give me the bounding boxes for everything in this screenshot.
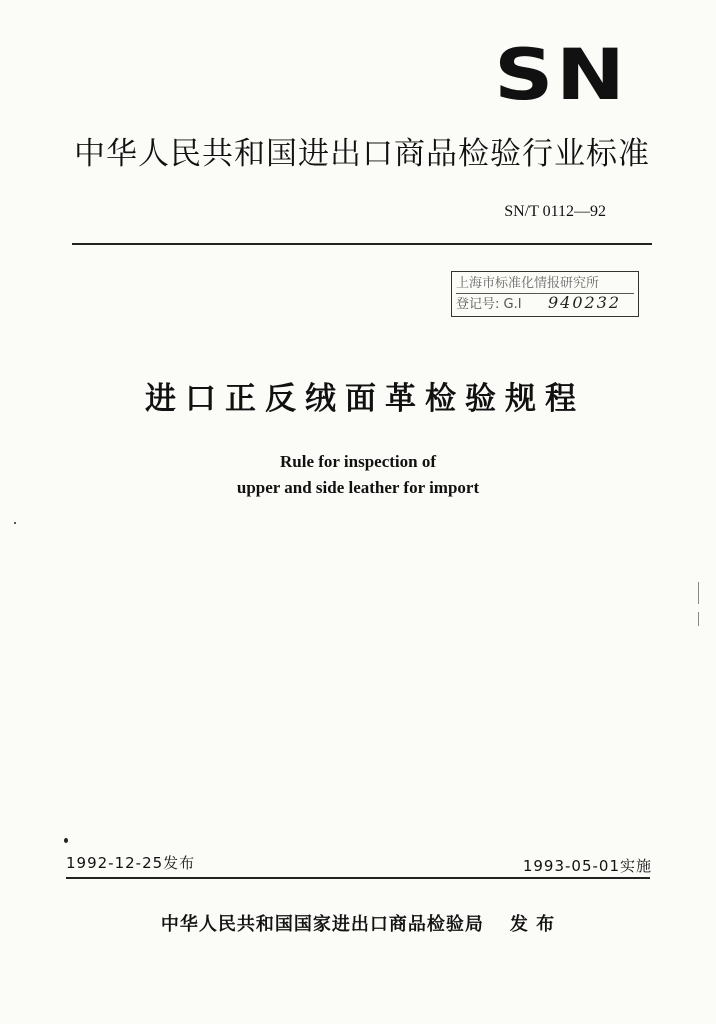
registration-stamp — [451, 271, 639, 317]
org-title: 中华人民共和国进出口商品检验行业标准 — [74, 136, 650, 172]
implementation-date: 1993-05-01实施 — [522, 857, 652, 875]
issue-date: 1992-12-25发布 — [66, 854, 196, 872]
sn-logo: SN — [494, 34, 628, 116]
scan-edge-mark — [698, 582, 699, 604]
scan-edge-mark — [698, 612, 699, 626]
stamp-institute: 上海市标准化情报研究所 — [456, 274, 634, 294]
stamp-registration-number: 940232 — [548, 293, 622, 312]
english-title — [0, 449, 716, 501]
header-divider — [72, 243, 652, 245]
english-title-line2: upper and side leather for import — [236, 478, 480, 497]
publisher-action: 发 布 — [509, 914, 556, 935]
footer-divider — [66, 877, 650, 879]
publisher-name: 中华人民共和国国家进出口商品检验局 — [160, 914, 484, 935]
standard-code: SN/T 0112—92 — [504, 203, 606, 220]
stamp-registration-label: 登记号: G.I — [456, 297, 522, 312]
scan-speck — [14, 522, 16, 524]
chinese-title: 进口正反绒面革检验规程 — [145, 381, 585, 417]
scan-speck — [64, 838, 68, 843]
stamp-registration-row — [456, 295, 634, 314]
publisher-line — [0, 910, 716, 936]
english-title-line1: Rule for inspection of — [280, 452, 436, 471]
